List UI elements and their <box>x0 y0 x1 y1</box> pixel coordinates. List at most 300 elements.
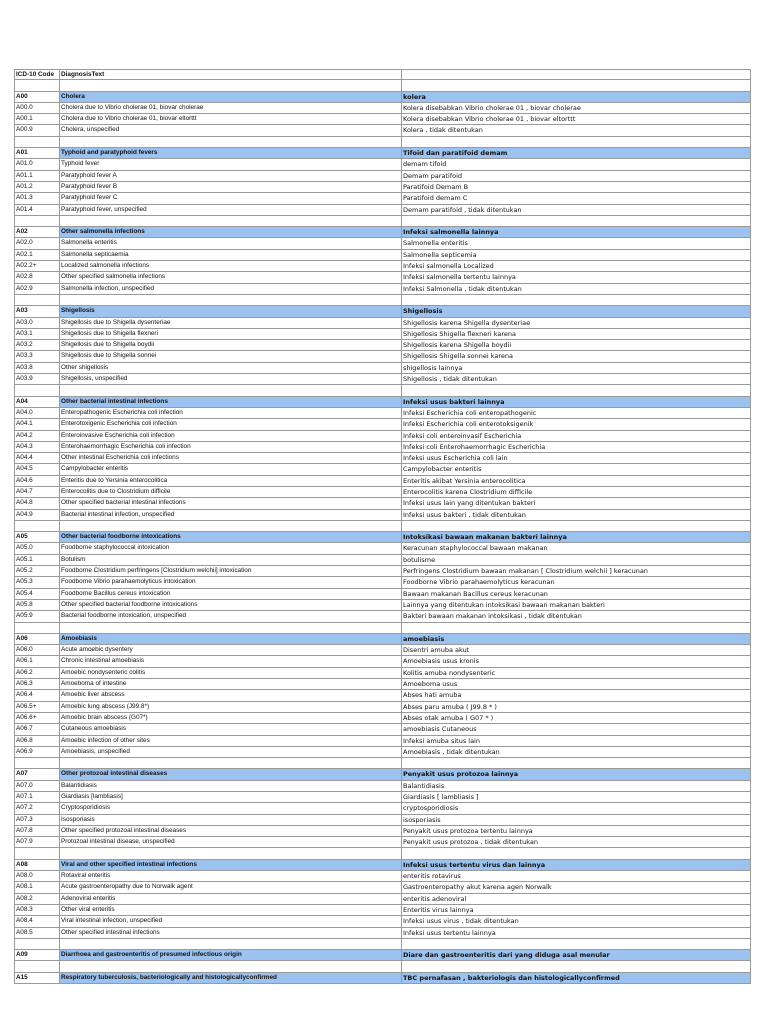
indonesian-cell[interactable]: Infeksi salmonella tertentu lainnya <box>402 272 751 282</box>
code-cell[interactable]: A07.1 <box>14 792 60 802</box>
indonesian-cell[interactable]: Infeksi usus Escherichia coli lain <box>402 453 751 463</box>
diagnosis-cell[interactable]: Paratyphoid fever C <box>60 193 402 203</box>
category-row <box>14 860 751 871</box>
diagnosis-cell[interactable]: Enteropathogenic Escherichia coli infection <box>60 408 402 418</box>
indonesian-cell[interactable]: Infeksi Escherichia coli enterotoksigenik <box>402 419 751 429</box>
code-cell[interactable]: A03.9 <box>14 374 60 384</box>
table-row <box>14 713 751 724</box>
diagnosis-cell[interactable]: Diarrhoea and gastroenteritis of presumed infectious origin <box>60 950 402 960</box>
diagnosis-cell[interactable] <box>60 623 402 633</box>
code-cell[interactable]: A03.0 <box>14 318 60 328</box>
diagnosis-cell[interactable]: Balantidiasis <box>60 781 402 791</box>
table-row <box>14 792 751 803</box>
code-cell[interactable]: A04.8 <box>14 498 60 508</box>
table-row <box>14 284 751 295</box>
category-row <box>14 634 751 645</box>
diagnosis-cell[interactable] <box>60 961 402 971</box>
code-cell[interactable]: A05.1 <box>14 555 60 565</box>
spacer-row <box>14 137 751 148</box>
code-cell[interactable] <box>14 80 60 90</box>
diagnosis-cell[interactable]: Cholera due to Vibrio cholerae 01, biovar cholerae <box>60 103 402 113</box>
spacer-row <box>14 80 751 91</box>
code-cell[interactable]: A06.2 <box>14 668 60 678</box>
diagnosis-cell[interactable]: Other shigellosis <box>60 363 402 373</box>
diagnosis-cell[interactable]: Foodborne Bacillus cereus intoxication <box>60 589 402 599</box>
diagnosis-cell[interactable]: Amoebiasis, unspecified <box>60 747 402 757</box>
spacer-row <box>14 295 751 306</box>
code-cell[interactable]: A05.0 <box>14 543 60 553</box>
code-cell[interactable]: A04.2 <box>14 431 60 441</box>
code-cell[interactable]: A02.9 <box>14 284 60 294</box>
diagnosis-cell[interactable]: Other protozoal intestinal diseases <box>60 769 402 779</box>
diagnosis-cell[interactable]: Enterohaemorrhagic Escherichia coli infection <box>60 442 402 452</box>
code-cell[interactable]: A07.0 <box>14 781 60 791</box>
table-row <box>14 928 751 939</box>
indonesian-cell[interactable]: Infeksi salmonella Localized <box>402 261 751 271</box>
code-cell[interactable]: A03.1 <box>14 329 60 339</box>
indonesian-cell[interactable]: Salmonella enteritis <box>402 238 751 248</box>
diagnosis-cell[interactable]: Salmonella septicaemia <box>60 250 402 260</box>
code-cell[interactable]: A04.0 <box>14 408 60 418</box>
diagnosis-cell[interactable] <box>60 939 402 949</box>
table-row <box>14 679 751 690</box>
code-cell[interactable]: A02.0 <box>14 238 60 248</box>
table-row <box>14 464 751 475</box>
indonesian-cell[interactable] <box>402 623 751 633</box>
code-cell[interactable]: A05.4 <box>14 589 60 599</box>
indonesian-cell[interactable]: Infeksi salmonella lainnya <box>402 227 751 237</box>
code-cell[interactable]: A08.0 <box>14 871 60 881</box>
indonesian-cell[interactable]: Shigellosis <box>402 306 751 316</box>
code-cell[interactable]: A03.2 <box>14 340 60 350</box>
code-cell[interactable]: A04.6 <box>14 476 60 486</box>
table-row <box>14 476 751 487</box>
code-cell[interactable]: A02.2+ <box>14 261 60 271</box>
diagnosis-cell[interactable]: Cholera, unspecified <box>60 125 402 135</box>
code-cell[interactable]: A01.4 <box>14 205 60 215</box>
table-row <box>14 724 751 735</box>
diagnosis-cell[interactable]: Enterotoxigenic Escherichia coli infection <box>60 419 402 429</box>
indonesian-cell[interactable]: Amoebiasis usus kronis <box>402 656 751 666</box>
indonesian-cell[interactable] <box>402 216 751 226</box>
code-cell[interactable]: A05.3 <box>14 577 60 587</box>
indonesian-cell[interactable]: Kolitis amuba nondysenteric <box>402 668 751 678</box>
diagnosis-cell[interactable]: Shigellosis due to Shigella dysenteriae <box>60 318 402 328</box>
diagnosis-cell[interactable]: Paratyphoid fever B <box>60 182 402 192</box>
indonesian-cell[interactable]: Shigellosis Shigella sonnei karena <box>402 351 751 361</box>
indonesian-cell[interactable]: enteritis rotavirus <box>402 871 751 881</box>
table-row <box>14 510 751 521</box>
diagnosis-cell[interactable]: Enteritis due to Yersinia enterocolitica <box>60 476 402 486</box>
table-row <box>14 690 751 701</box>
indonesian-cell[interactable]: Perfringens Clostridium bawaan makanan [ Clostridium welchii ] keracunan <box>402 566 751 576</box>
code-cell[interactable] <box>14 521 60 531</box>
code-cell[interactable]: A05.2 <box>14 566 60 576</box>
diagnosis-cell[interactable]: Isosporiasis <box>60 815 402 825</box>
code-cell[interactable]: A02.1 <box>14 250 60 260</box>
code-cell[interactable]: A01 <box>14 148 60 158</box>
spacer-row <box>14 623 751 634</box>
diagnosis-cell[interactable] <box>60 385 402 395</box>
code-cell[interactable]: A00.1 <box>14 114 60 124</box>
indonesian-cell[interactable]: Balantidiasis <box>402 781 751 791</box>
indonesian-cell[interactable]: Kolera disebabkan Vibrio cholerae 01 , biovar cholerae <box>402 103 751 113</box>
code-cell[interactable]: A07.2 <box>14 803 60 813</box>
diagnosis-cell[interactable]: Typhoid fever <box>60 159 402 169</box>
table-row <box>14 668 751 679</box>
indonesian-cell[interactable] <box>402 848 751 858</box>
code-cell[interactable]: A04.5 <box>14 464 60 474</box>
code-cell[interactable]: A04.3 <box>14 442 60 452</box>
code-cell[interactable]: A06.3 <box>14 679 60 689</box>
indonesian-cell[interactable]: Shigellosis , tidak ditentukan <box>402 374 751 384</box>
indonesian-cell[interactable]: Disentri amuba akut <box>402 645 751 655</box>
code-cell[interactable]: A03.8 <box>14 363 60 373</box>
indonesian-cell[interactable]: Paratifoid Demam B <box>402 182 751 192</box>
column-header-row <box>14 69 751 80</box>
indonesian-cell[interactable]: Paratifoid demam C <box>402 193 751 203</box>
diagnosis-cell[interactable]: Shigellosis due to Shigella sonnei <box>60 351 402 361</box>
category-row <box>14 397 751 408</box>
indonesian-cell[interactable]: Infeksi Salmonella , tidak ditentukan <box>402 284 751 294</box>
diagnosis-cell[interactable]: Foodborne Vibrio parahaemolyticus intoxication <box>60 577 402 587</box>
code-cell[interactable]: A01.3 <box>14 193 60 203</box>
code-cell[interactable]: A05.8 <box>14 600 60 610</box>
diagnosis-cell[interactable]: Giardiasis [lambliasis] <box>60 792 402 802</box>
indonesian-cell[interactable]: Abses paru amuba ( J99.8 * ) <box>402 702 751 712</box>
diagnosis-cell[interactable]: Other specified salmonella infections <box>60 272 402 282</box>
diagnosis-cell[interactable]: Foodborne staphylococcal intoxication <box>60 543 402 553</box>
diagnosis-cell[interactable]: Viral and other specified intestinal infections <box>60 860 402 870</box>
indonesian-cell[interactable]: Infeksi coli enteroinvasif Escherichia <box>402 431 751 441</box>
diagnosis-cell[interactable]: Other specified bacterial intestinal infections <box>60 498 402 508</box>
indonesian-cell[interactable]: Diare dan gastroenteritis dari yang diduga asal menular <box>402 950 751 960</box>
indonesian-cell[interactable] <box>402 80 751 90</box>
code-cell[interactable]: A06 <box>14 634 60 644</box>
diagnosis-cell[interactable]: Other bacterial foodborne intoxications <box>60 532 402 542</box>
diagnosis-cell[interactable]: Localized salmonella infections <box>60 261 402 271</box>
diagnosis-cell[interactable]: Bacterial intestinal infection, unspecified <box>60 510 402 520</box>
indonesian-cell[interactable]: Infeksi usus tertentu lainnya <box>402 928 751 938</box>
header-code[interactable]: ICD-10 Code <box>14 70 60 79</box>
code-cell[interactable]: A04.1 <box>14 419 60 429</box>
indonesian-cell[interactable]: amoebiasis Cutaneous <box>402 724 751 734</box>
table-row <box>14 543 751 554</box>
code-cell[interactable]: A06.0 <box>14 645 60 655</box>
diagnosis-cell[interactable]: Acute amoebic dysentery <box>60 645 402 655</box>
diagnosis-cell[interactable]: Shigellosis <box>60 306 402 316</box>
indonesian-cell[interactable]: Amoeboma usus <box>402 679 751 689</box>
diagnosis-cell[interactable] <box>60 216 402 226</box>
indonesian-cell[interactable] <box>402 758 751 768</box>
code-cell[interactable]: A07.8 <box>14 826 60 836</box>
indonesian-cell[interactable]: enteritis adenoviral <box>402 894 751 904</box>
code-cell[interactable]: A08.4 <box>14 916 60 926</box>
code-cell[interactable]: A07.9 <box>14 837 60 847</box>
category-row <box>14 973 751 984</box>
diagnosis-cell[interactable]: Amoebic liver abscess <box>60 690 402 700</box>
code-cell[interactable]: A05.9 <box>14 611 60 621</box>
diagnosis-cell[interactable]: Salmonella infection, unspecified <box>60 284 402 294</box>
indonesian-cell[interactable]: Penyakit usus protozoa tertentu lainnya <box>402 826 751 836</box>
header-diagnosis[interactable]: DiagnosisText <box>60 70 402 79</box>
diagnosis-cell[interactable]: Amoebic nondysenteric colitis <box>60 668 402 678</box>
indonesian-cell[interactable]: Intoksikasi bawaan makanan bakteri lainnya <box>402 532 751 542</box>
diagnosis-cell[interactable]: Other bacterial intestinal infections <box>60 397 402 407</box>
table-row <box>14 656 751 667</box>
code-cell[interactable] <box>14 848 60 858</box>
code-cell[interactable]: A07 <box>14 769 60 779</box>
indonesian-cell[interactable]: Infeksi amuba situs lain <box>402 736 751 746</box>
code-cell[interactable]: A00.0 <box>14 103 60 113</box>
table-row <box>14 577 751 588</box>
indonesian-cell[interactable]: Infeksi usus bakteri lainnya <box>402 397 751 407</box>
category-row <box>14 227 751 238</box>
table-row <box>14 114 751 125</box>
code-cell[interactable]: A01.0 <box>14 159 60 169</box>
header-indonesian[interactable] <box>402 70 751 79</box>
code-cell[interactable]: A08.1 <box>14 882 60 892</box>
table-row <box>14 487 751 498</box>
diagnosis-cell[interactable]: Protozoal intestinal disease, unspecified <box>60 837 402 847</box>
code-cell[interactable]: A04.4 <box>14 453 60 463</box>
indonesian-cell[interactable]: Foodborne Vibrio parahaemolyticus keracunan <box>402 577 751 587</box>
table-row <box>14 193 751 204</box>
code-cell[interactable]: A09 <box>14 950 60 960</box>
indonesian-cell[interactable] <box>402 521 751 531</box>
code-cell[interactable] <box>14 939 60 949</box>
diagnosis-cell[interactable]: Foodborne Clostridium perfringens [Clostridium welchii] intoxication <box>60 566 402 576</box>
diagnosis-cell[interactable]: Typhoid and paratyphoid fevers <box>60 148 402 158</box>
diagnosis-cell[interactable]: Bacterial foodborne intoxication, unspecified <box>60 611 402 621</box>
indonesian-cell[interactable]: Tifoid dan paratifoid demam <box>402 148 751 158</box>
code-cell[interactable]: A03 <box>14 306 60 316</box>
indonesian-cell[interactable]: Lainnya yang ditentukan intoksikasi bawaan makanan bakteri <box>402 600 751 610</box>
indonesian-cell[interactable]: demam tifoid <box>402 159 751 169</box>
indonesian-cell[interactable]: Penyakit usus protozoa lainnya <box>402 769 751 779</box>
spacer-row <box>14 385 751 396</box>
diagnosis-cell[interactable]: Paratyphoid fever A <box>60 171 402 181</box>
diagnosis-cell[interactable]: Shigellosis due to Shigella flexneri <box>60 329 402 339</box>
diagnosis-cell[interactable]: Rotaviral enteritis <box>60 871 402 881</box>
diagnosis-cell[interactable]: Other specified protozoal intestinal diseases <box>60 826 402 836</box>
indonesian-cell[interactable]: Infeksi usus lain yang ditentukan bakteri <box>402 498 751 508</box>
code-cell[interactable]: A08.5 <box>14 928 60 938</box>
category-row <box>14 306 751 317</box>
table-row <box>14 408 751 419</box>
indonesian-cell[interactable] <box>402 295 751 305</box>
table-row <box>14 815 751 826</box>
code-cell[interactable]: A06.8 <box>14 736 60 746</box>
diagnosis-cell[interactable]: Shigellosis due to Shigella boydii <box>60 340 402 350</box>
icd10-table <box>14 69 751 984</box>
spacer-row <box>14 758 751 769</box>
table-row <box>14 826 751 837</box>
code-cell[interactable]: A06.7 <box>14 724 60 734</box>
indonesian-cell[interactable]: Infeksi usus virus , tidak ditentukan <box>402 916 751 926</box>
diagnosis-cell[interactable]: Other viral enteritis <box>60 905 402 915</box>
indonesian-cell[interactable]: Kolera , tidak ditentukan <box>402 125 751 135</box>
spacer-row <box>14 216 751 227</box>
diagnosis-cell[interactable]: Cryptosporidiosis <box>60 803 402 813</box>
category-row <box>14 148 751 159</box>
code-cell[interactable] <box>14 216 60 226</box>
indonesian-cell[interactable]: Enteritis akibat Yersinia enterocolitica <box>402 476 751 486</box>
diagnosis-cell[interactable] <box>60 80 402 90</box>
code-cell[interactable]: A06.1 <box>14 656 60 666</box>
diagnosis-cell[interactable] <box>60 295 402 305</box>
code-cell[interactable] <box>14 295 60 305</box>
spacer-row <box>14 848 751 859</box>
code-cell[interactable]: A04 <box>14 397 60 407</box>
category-row <box>14 532 751 543</box>
diagnosis-cell[interactable]: Chronic intestinal amoebiasis <box>60 656 402 666</box>
indonesian-cell[interactable]: Enterocolitis karena Clostridium difficile <box>402 487 751 497</box>
indonesian-cell[interactable]: Abses otak amuba ( G07 * ) <box>402 713 751 723</box>
diagnosis-cell[interactable]: Other specified intestinal infections <box>60 928 402 938</box>
indonesian-cell[interactable]: Infeksi coli Enterohaemorrhagic Escherichia <box>402 442 751 452</box>
diagnosis-cell[interactable]: Salmonella enteritis <box>60 238 402 248</box>
diagnosis-cell[interactable]: Botulism <box>60 555 402 565</box>
diagnosis-cell[interactable]: Acute gastroenteropathy due to Norwalk agent <box>60 882 402 892</box>
code-cell[interactable] <box>14 137 60 147</box>
code-cell[interactable]: A08.2 <box>14 894 60 904</box>
table-row <box>14 125 751 136</box>
diagnosis-cell[interactable]: Amoebic lung abscess (J99.8*) <box>60 702 402 712</box>
code-cell[interactable] <box>14 758 60 768</box>
code-cell[interactable]: A00.9 <box>14 125 60 135</box>
code-cell[interactable]: A06.4 <box>14 690 60 700</box>
diagnosis-cell[interactable]: Other specified bacterial foodborne intoxications <box>60 600 402 610</box>
diagnosis-cell[interactable]: Enterocolitis due to Clostridium difficile <box>60 487 402 497</box>
indonesian-cell[interactable]: Shigellosis karena Shigella boydii <box>402 340 751 350</box>
indonesian-cell[interactable] <box>402 961 751 971</box>
indonesian-cell[interactable]: Demam paratifoid <box>402 171 751 181</box>
indonesian-cell[interactable]: Salmonella septicemia <box>402 250 751 260</box>
indonesian-cell[interactable]: Giardiasis [ lambliasis ] <box>402 792 751 802</box>
code-cell[interactable]: A06.5+ <box>14 702 60 712</box>
indonesian-cell[interactable]: botulisme <box>402 555 751 565</box>
indonesian-cell[interactable]: kolera <box>402 92 751 102</box>
table-body <box>14 80 751 984</box>
table-row <box>14 159 751 170</box>
diagnosis-cell[interactable] <box>60 758 402 768</box>
table-row <box>14 702 751 713</box>
table-row <box>14 589 751 600</box>
code-cell[interactable]: A06.6+ <box>14 713 60 723</box>
indonesian-cell[interactable]: cryptosporidiosis <box>402 803 751 813</box>
diagnosis-cell[interactable]: Viral intestinal infection, unspecified <box>60 916 402 926</box>
diagnosis-cell[interactable]: Adenoviral enteritis <box>60 894 402 904</box>
table-row <box>14 894 751 905</box>
indonesian-cell[interactable] <box>402 939 751 949</box>
code-cell[interactable]: A00 <box>14 92 60 102</box>
table-row <box>14 205 751 216</box>
table-row <box>14 340 751 351</box>
diagnosis-cell[interactable]: Other salmonella infections <box>60 227 402 237</box>
diagnosis-cell[interactable]: Cholera <box>60 92 402 102</box>
indonesian-cell[interactable]: shigellosis lainnya <box>402 363 751 373</box>
indonesian-cell[interactable]: Gastroenteropathy akut karena agen Norwalk <box>402 882 751 892</box>
indonesian-cell[interactable]: Penyakit usus protozoa , tidak ditentukan <box>402 837 751 847</box>
diagnosis-cell[interactable]: Paratyphoid fever, unspecified <box>60 205 402 215</box>
code-cell[interactable]: A08.3 <box>14 905 60 915</box>
diagnosis-cell[interactable]: Cutaneous amoebiasis <box>60 724 402 734</box>
indonesian-cell[interactable]: amoebiasis <box>402 634 751 644</box>
diagnosis-cell[interactable]: Other intestinal Escherichia coli infections <box>60 453 402 463</box>
indonesian-cell[interactable]: Infeksi Escherichia coli enteropathogenic <box>402 408 751 418</box>
indonesian-cell[interactable]: Enteritis virus lainnya <box>402 905 751 915</box>
code-cell[interactable]: A04.9 <box>14 510 60 520</box>
diagnosis-cell[interactable] <box>60 848 402 858</box>
indonesian-cell[interactable]: Bakteri bawaan makanan intoksikasi , tidak ditentukan <box>402 611 751 621</box>
table-row <box>14 238 751 249</box>
indonesian-cell[interactable]: Kolera disebabkan Vibrio cholerae 01 , biovar eltorttt <box>402 114 751 124</box>
code-cell[interactable] <box>14 623 60 633</box>
diagnosis-cell[interactable]: Enteroinvasive Escherichia coli infection <box>60 431 402 441</box>
code-cell[interactable]: A01.1 <box>14 171 60 181</box>
indonesian-cell[interactable]: Infeksi usus bakteri , tidak ditentukan <box>402 510 751 520</box>
diagnosis-cell[interactable] <box>60 137 402 147</box>
diagnosis-cell[interactable]: Amoeboma of intestine <box>60 679 402 689</box>
code-cell[interactable]: A08 <box>14 860 60 870</box>
indonesian-cell[interactable]: Amoebiasis , tidak ditentukan <box>402 747 751 757</box>
diagnosis-cell[interactable]: Amoebic infection of other sites <box>60 736 402 746</box>
table-row <box>14 318 751 329</box>
diagnosis-cell[interactable]: Amoebic brain abscess (G07*) <box>60 713 402 723</box>
table-row <box>14 419 751 430</box>
table-row <box>14 736 751 747</box>
table-row <box>14 747 751 758</box>
indonesian-cell[interactable]: Bawaan makanan Bacillus cereus keracunan <box>402 589 751 599</box>
diagnosis-cell[interactable]: Campylobacter enteritis <box>60 464 402 474</box>
code-cell[interactable]: A02 <box>14 227 60 237</box>
code-cell[interactable] <box>14 961 60 971</box>
indonesian-cell[interactable]: Shigellosis karena Shigella dysenteriae <box>402 318 751 328</box>
code-cell[interactable]: A15 <box>14 973 60 983</box>
diagnosis-cell[interactable]: Respiratory tuberculosis, bacteriologically and histologicallyconfirmed <box>60 973 402 983</box>
code-cell[interactable]: A06.9 <box>14 747 60 757</box>
indonesian-cell[interactable]: Campylobacter enteritis <box>402 464 751 474</box>
table-row <box>14 882 751 893</box>
diagnosis-cell[interactable]: Cholera due to Vibrio cholerae 01, biovar eltorttt <box>60 114 402 124</box>
indonesian-cell[interactable]: Demam paratifoid , tidak ditentukan <box>402 205 751 215</box>
code-cell[interactable]: A03.3 <box>14 351 60 361</box>
table-row <box>14 103 751 114</box>
code-cell[interactable]: A04.7 <box>14 487 60 497</box>
indonesian-cell[interactable] <box>402 137 751 147</box>
diagnosis-cell[interactable] <box>60 521 402 531</box>
table-row <box>14 182 751 193</box>
code-cell[interactable]: A05 <box>14 532 60 542</box>
code-cell[interactable]: A07.3 <box>14 815 60 825</box>
indonesian-cell[interactable]: TBC pernafasan , bakteriologis dan histologicallyconfirmed <box>402 973 751 983</box>
indonesian-cell[interactable] <box>402 385 751 395</box>
indonesian-cell[interactable]: Infeksi usus tertentu virus dan lainnya <box>402 860 751 870</box>
diagnosis-cell[interactable]: Shigellosis, unspecified <box>60 374 402 384</box>
code-cell[interactable]: A02.8 <box>14 272 60 282</box>
code-cell[interactable] <box>14 385 60 395</box>
indonesian-cell[interactable]: Abses hati amuba <box>402 690 751 700</box>
indonesian-cell[interactable]: Keracunan staphylococcal bawaan makanan <box>402 543 751 553</box>
code-cell[interactable]: A01.2 <box>14 182 60 192</box>
spacer-row <box>14 939 751 950</box>
indonesian-cell[interactable]: Shigellosis Shigella flexneri karena <box>402 329 751 339</box>
indonesian-cell[interactable]: isosporiasis <box>402 815 751 825</box>
diagnosis-cell[interactable]: Amoebiasis <box>60 634 402 644</box>
table-row <box>14 453 751 464</box>
table-row <box>14 498 751 509</box>
